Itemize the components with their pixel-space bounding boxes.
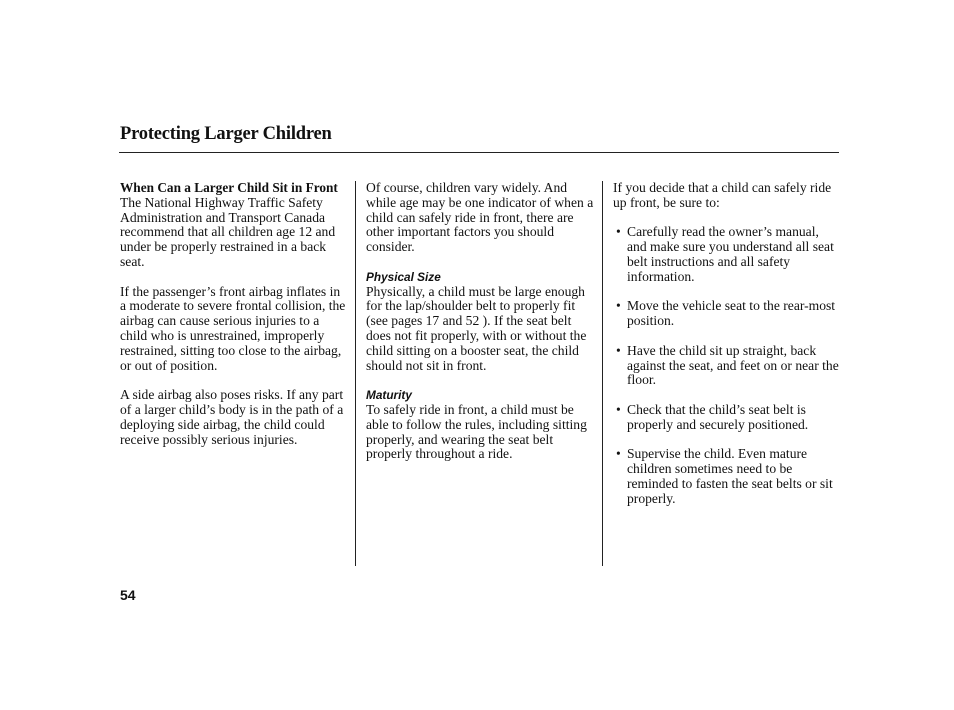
title-divider	[119, 152, 839, 153]
list-item-text: Move the vehicle seat to the rear-most position.	[627, 298, 836, 329]
bullet-list	[613, 225, 841, 506]
paragraph: Physically, a child must be large enough for the lap/shoulder belt to properly fit (see pages 17 and 52 ). If the seat belt does not fit properly, with or without the child sitting on a booster seat, the child should not sit in front.	[366, 283, 587, 373]
page-title: Protecting Larger Children	[120, 124, 332, 144]
list-item-text: Check that the child’s seat belt is properly and securely positioned.	[627, 401, 809, 432]
column-divider-2	[602, 181, 603, 566]
subheading-physical-size: Physical Size	[366, 269, 441, 284]
bullet-icon: •	[616, 342, 621, 358]
list-item	[613, 299, 841, 329]
paragraph: Of course, children vary widely. And while age may be one indicator of when a child can safely ride in front, there are other important factors you should consider.	[366, 180, 594, 255]
column-2	[366, 181, 596, 477]
paragraph: To safely ride in front, a child must be able to follow the rules, including sitting properly, and wearing the seat belt properly throughout a ride.	[366, 401, 587, 462]
paragraph: If you decide that a child can safely ride up front, be sure to:	[613, 180, 832, 210]
list-item-text: Supervise the child. Even mature children sometimes need to be reminded to fasten the seat belts or sit properly.	[627, 446, 833, 506]
bullet-icon: •	[616, 298, 621, 314]
column-divider-1	[355, 181, 356, 566]
list-item	[613, 403, 841, 433]
bullet-icon: •	[616, 401, 621, 417]
list-item	[613, 447, 841, 506]
list-item	[613, 225, 841, 284]
bullet-icon: •	[616, 446, 621, 462]
column-3	[613, 181, 841, 521]
list-item	[613, 344, 841, 388]
paragraph: If the passenger’s front airbag inflates in a moderate to severe frontal collision, the airbag can cause serious injuries to a child who is unrestrained, improperly restrained, sitting too close to the airbag, or out of position.	[120, 283, 346, 373]
section-heading-larger-child-front: When Can a Larger Child Sit in Front	[120, 180, 338, 195]
subheading-maturity: Maturity	[366, 388, 412, 403]
paragraph: A side airbag also poses risks. If any part of a larger child’s body is in the path of a deploying side airbag, the child could receive possibly serious injuries.	[120, 387, 344, 447]
paragraph: The National Highway Traffic Safety Administration and Transport Canada recommend that all children age 12 and under be properly restrained in a back seat.	[120, 194, 336, 269]
bullet-icon: •	[616, 224, 621, 240]
list-item-text: Have the child sit up straight, back against the seat, and feet on or near the floor.	[627, 342, 839, 388]
column-1	[120, 181, 346, 462]
page-number: 54	[120, 587, 136, 603]
list-item-text: Carefully read the owner’s manual, and make sure you understand all seat belt instructions and all safety information.	[627, 224, 834, 284]
